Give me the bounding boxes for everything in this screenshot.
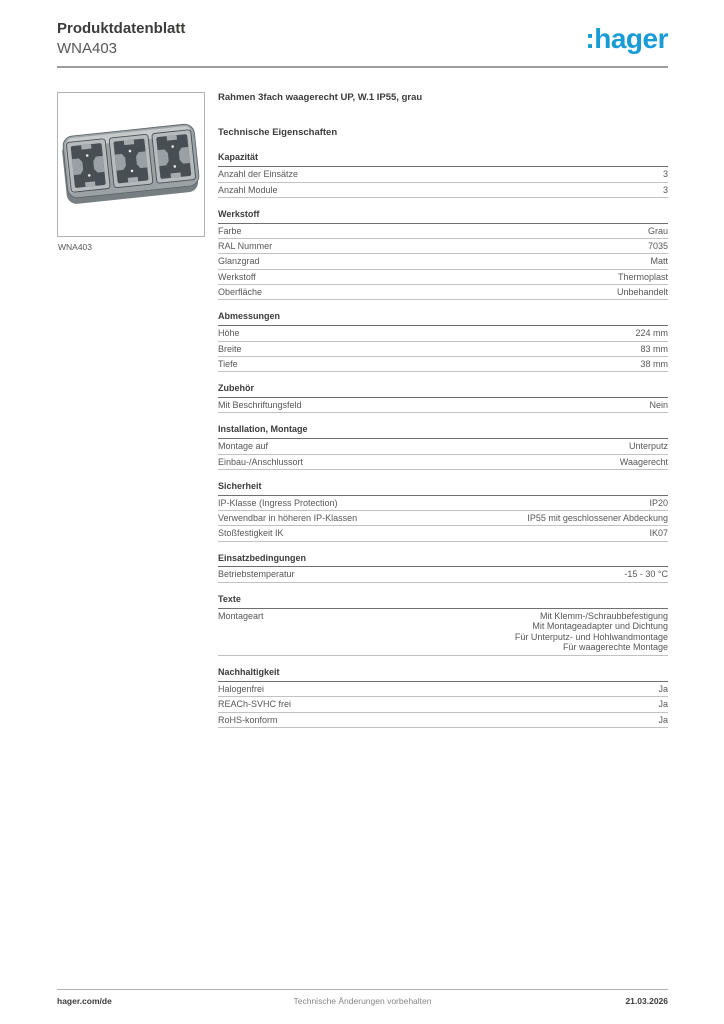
spec-row <box>218 526 668 541</box>
spec-row-label: Einbau-/Anschlussort <box>218 456 304 467</box>
spec-row-value: -15 - 30 °C <box>624 569 668 580</box>
header-titles <box>57 20 185 59</box>
spec-section <box>218 553 668 583</box>
spec-row-value: Matt <box>650 256 668 267</box>
spec-row <box>218 511 668 526</box>
spec-row <box>218 357 668 372</box>
page-header <box>57 20 668 59</box>
spec-row-value: Unbehandelt <box>616 287 668 298</box>
spec-row <box>218 224 668 239</box>
spec-section-title: Zubehör <box>218 383 668 398</box>
spec-row-value: Ja <box>658 714 668 725</box>
spec-section-title: Sicherheit <box>218 481 668 496</box>
spec-row-value: Grau <box>647 225 668 236</box>
spec-row-label: Mit Beschriftungsfeld <box>218 400 302 411</box>
spec-section <box>218 424 668 469</box>
spec-row-value: 83 mm <box>640 343 668 354</box>
spec-section-title: Abmessungen <box>218 311 668 326</box>
spec-row <box>218 183 668 198</box>
spec-row-value: Nein <box>649 400 668 411</box>
spec-row-label: Stoßfestigkeit IK <box>218 528 284 539</box>
spec-row-label: Anzahl Module <box>218 184 278 195</box>
spec-row-label: Halogenfrei <box>218 683 265 694</box>
footer-disclaimer: Technische Änderungen vorbehalten <box>293 996 432 1006</box>
spec-row <box>218 326 668 341</box>
spec-row <box>218 239 668 254</box>
spec-row-value: 38 mm <box>640 358 668 369</box>
product-image-caption: WNA403 <box>58 242 93 252</box>
spec-row <box>218 342 668 357</box>
spec-row <box>218 254 668 269</box>
product-title: Rahmen 3fach waagerecht UP, W.1 IP55, grau <box>218 92 423 103</box>
spec-row-value: Ja <box>658 683 668 694</box>
spec-sections <box>218 152 668 727</box>
spec-row-label: Breite <box>218 343 242 354</box>
spec-row-label: Verwendbar in höheren IP-Klassen <box>218 512 358 523</box>
spec-row-label: Montage auf <box>218 441 269 452</box>
spec-row-label: Anzahl der Einsätze <box>218 169 299 180</box>
header-divider <box>57 66 668 68</box>
spec-row-label: Betriebstemperatur <box>218 569 295 580</box>
spec-section <box>218 209 668 301</box>
spec-row <box>218 567 668 582</box>
spec-row-label: REACh-SVHC frei <box>218 699 292 710</box>
spec-section-title: Einsatzbedingungen <box>218 553 668 568</box>
spec-section <box>218 152 668 197</box>
spec-row-value: Ja <box>658 699 668 710</box>
spec-row-value: IP55 mit geschlossener Abdeckung <box>527 512 668 523</box>
footer-date: 21.03.2026 <box>625 996 668 1006</box>
spec-row <box>218 713 668 728</box>
hager-logo: :hager <box>585 23 668 54</box>
spec-section <box>218 481 668 542</box>
spec-content <box>218 92 668 739</box>
spec-row-label: RAL Nummer <box>218 241 273 252</box>
spec-section-title: Installation, Montage <box>218 424 668 439</box>
product-image <box>57 92 205 237</box>
spec-row-value: Unterputz <box>628 441 668 452</box>
spec-row-value: Mit Klemm-/Schraubbefestigung Mit Montageadapter und Dichtung Für Unterputz- und Hohlwandmontage Für waagerechte Montage <box>514 610 668 653</box>
spec-row-label: RoHS-konform <box>218 714 278 725</box>
spec-row-value: 224 mm <box>635 328 668 339</box>
spec-row <box>218 167 668 182</box>
spec-row <box>218 609 668 656</box>
spec-row-label: IP-Klasse (Ingress Protection) <box>218 497 338 508</box>
spec-row-label: Höhe <box>218 328 240 339</box>
spec-row <box>218 496 668 511</box>
spec-row-value: 3 <box>662 184 668 195</box>
spec-section <box>218 311 668 372</box>
spec-section <box>218 383 668 413</box>
spec-section <box>218 667 668 728</box>
spec-row-label: Werkstoff <box>218 271 256 282</box>
spec-row <box>218 697 668 712</box>
spec-section-title: Kapazität <box>218 152 668 167</box>
spec-row <box>218 398 668 413</box>
product-photo-3gang-frame-icon <box>58 93 204 236</box>
spec-section <box>218 594 668 656</box>
spec-row <box>218 455 668 470</box>
spec-row-value: Waagerecht <box>619 456 668 467</box>
spec-row-value: IP20 <box>649 497 668 508</box>
spec-row-value: IK07 <box>649 528 668 539</box>
technical-properties-heading: Technische Eigenschaften <box>218 127 338 139</box>
spec-row <box>218 682 668 697</box>
spec-row <box>218 270 668 285</box>
spec-row-label: Farbe <box>218 225 242 236</box>
spec-section-title: Werkstoff <box>218 209 668 224</box>
spec-row <box>218 285 668 300</box>
spec-row-label: Montageart <box>218 610 264 621</box>
spec-row-label: Oberfläche <box>218 287 263 298</box>
spec-section-title: Texte <box>218 594 668 609</box>
document-type-title: Produktdatenblatt <box>57 20 186 37</box>
footer-website-link[interactable]: hager.com/de <box>57 996 112 1006</box>
product-reference: WNA403 <box>57 39 118 57</box>
spec-row-label: Tiefe <box>218 358 238 369</box>
spec-section-title: Nachhaltigkeit <box>218 667 668 682</box>
spec-row-value: Thermoplast <box>617 271 668 282</box>
spec-row <box>218 439 668 454</box>
spec-row-label: Glanzgrad <box>218 256 260 267</box>
spec-row-value: 3 <box>662 169 668 180</box>
spec-row-value: 7035 <box>647 241 668 252</box>
page-footer <box>57 989 668 1006</box>
